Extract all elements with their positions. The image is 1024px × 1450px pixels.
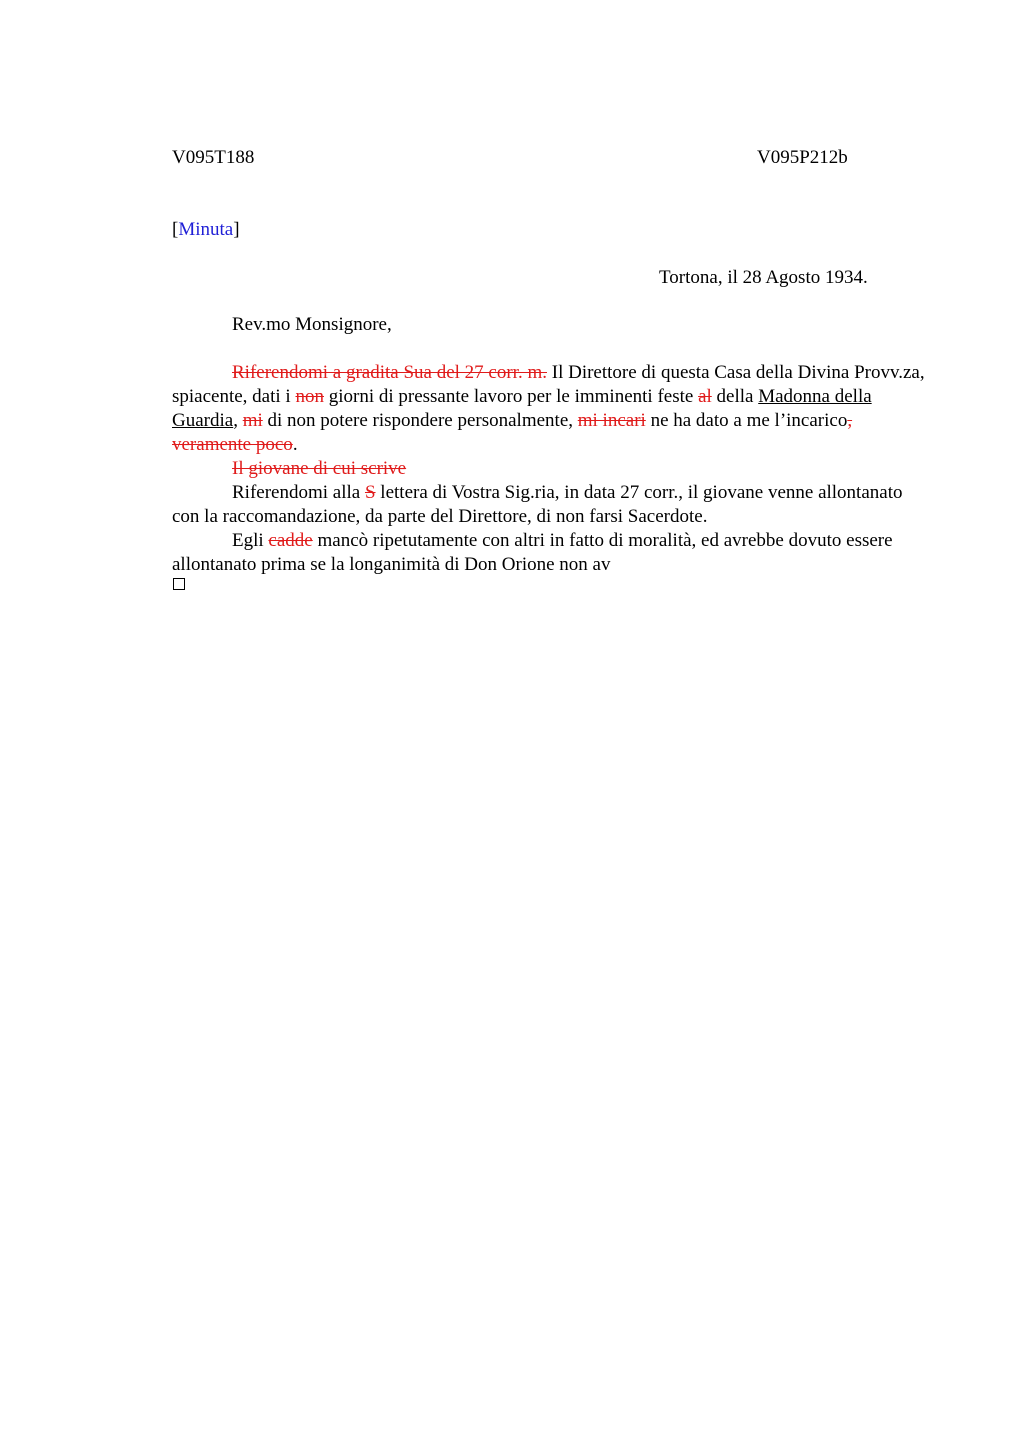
text-run: mancò ripetutamente con altri in fatto di moralità, ed avrebbe dovuto essere allontanato prima se la longanimità di Don Orione non av	[172, 530, 893, 575]
bracket-open: [	[172, 219, 179, 240]
text-run: ne ha dato a me l’incarico	[645, 410, 848, 431]
deleted-text: cadde	[268, 530, 313, 551]
deleted-text: Riferendomi a gradita Sua del 27 corr. m.	[232, 362, 547, 383]
text-run: Egli	[232, 530, 269, 551]
text-run: della	[711, 386, 759, 407]
text-run: Il Direttore di questa Casa della Divina Provv.za, spiacente, dati i	[172, 362, 925, 407]
deleted-text: Il giovane di cui scrive	[232, 458, 407, 479]
minuta-label	[172, 218, 240, 242]
bracket-close: ]	[233, 219, 240, 240]
text-run: ,	[233, 410, 243, 431]
text-run: giorni di pressante lavoro per le imminenti feste	[323, 386, 699, 407]
minuta-link[interactable]: Minuta	[178, 219, 234, 240]
deleted-text: S	[364, 482, 376, 503]
letter-body	[172, 361, 932, 577]
text-run: di non potere rispondere personalmente,	[262, 410, 578, 431]
text-run: .	[292, 434, 298, 455]
empty-checkbox-icon	[173, 578, 185, 590]
deleted-text: al	[698, 386, 712, 407]
paragraph-4	[172, 529, 932, 577]
underlined-text: Madonna della Guardia	[172, 386, 872, 431]
deleted-text: non	[295, 386, 324, 407]
document-code-right: V095P212b	[757, 147, 848, 168]
deleted-text: mi incari	[577, 410, 646, 431]
paragraph-2	[172, 457, 932, 481]
paragraph-1	[172, 361, 932, 457]
paragraph-3	[172, 481, 932, 529]
document-code-left: V095T188	[172, 147, 255, 168]
text-run: lettera di Vostra Sig.ria, in data 27 corr., il giovane venne allontanato con la raccomandazione, da parte del Direttore, di non farsi Sacerdote.	[172, 482, 903, 527]
deleted-text: , veramente poco	[172, 410, 853, 455]
date-line: Tortona, il 28 Agosto 1934.	[659, 267, 868, 288]
greeting: Rev.mo Monsignore,	[232, 314, 392, 335]
text-run: Riferendomi alla	[232, 482, 365, 503]
deleted-text: mi	[242, 410, 263, 431]
